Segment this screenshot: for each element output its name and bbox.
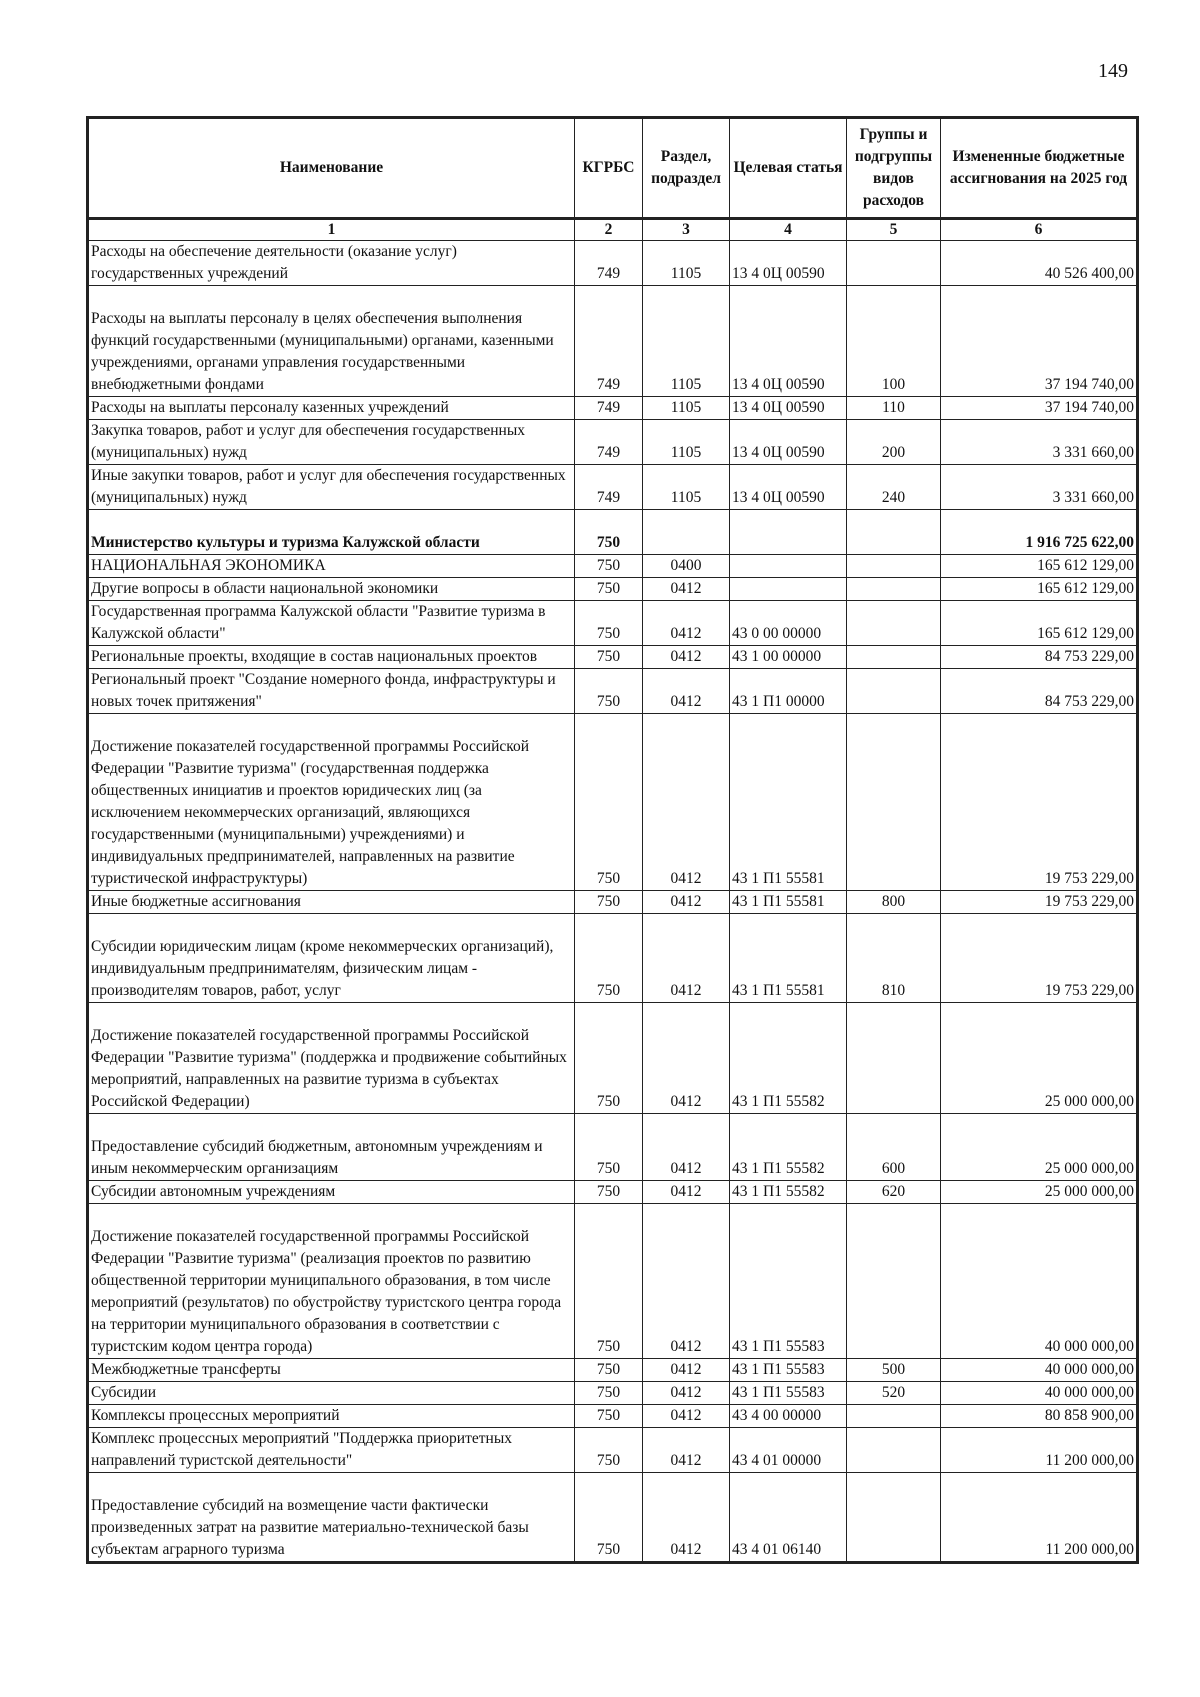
page-number: 149	[1098, 60, 1128, 82]
table-row	[88, 646, 1138, 669]
row-name: Предоставление субсидий на возмещение части фактически произведенных затрат на развитие материально-технической базы субъектам аграрного туризма	[88, 1473, 575, 1563]
row-group	[847, 601, 941, 646]
row-target: 13 4 0Ц 00590	[730, 397, 847, 420]
row-name: Другие вопросы в области национальной экономики	[88, 578, 575, 601]
row-target: 43 1 00 00000	[730, 646, 847, 669]
column-number: 1	[88, 219, 575, 241]
row-name: Комплекс процессных мероприятий "Поддержка приоритетных направлений туристской деятельности"	[88, 1428, 575, 1473]
row-section: 0412	[643, 914, 730, 1003]
row-kgrbs: 750	[575, 1181, 643, 1204]
row-target: 13 4 0Ц 00590	[730, 241, 847, 286]
table-row	[88, 397, 1138, 420]
row-amount: 40 000 000,00	[941, 1382, 1138, 1405]
row-amount: 84 753 229,00	[941, 669, 1138, 714]
row-section: 0412	[643, 646, 730, 669]
row-name: Государственная программа Калужской области "Развитие туризма в Калужской области"	[88, 601, 575, 646]
row-amount: 165 612 129,00	[941, 555, 1138, 578]
row-section: 0412	[643, 1181, 730, 1204]
row-section: 0412	[643, 1428, 730, 1473]
row-amount: 19 753 229,00	[941, 891, 1138, 914]
row-target: 43 1 П1 55581	[730, 891, 847, 914]
row-group	[847, 1428, 941, 1473]
row-amount: 37 194 740,00	[941, 397, 1138, 420]
row-kgrbs: 750	[575, 914, 643, 1003]
row-amount: 3 331 660,00	[941, 465, 1138, 510]
row-target: 43 4 01 00000	[730, 1428, 847, 1473]
column-number: 2	[575, 219, 643, 241]
row-section: 0400	[643, 555, 730, 578]
row-amount: 40 000 000,00	[941, 1359, 1138, 1382]
row-section: 0412	[643, 1405, 730, 1428]
row-kgrbs: 749	[575, 241, 643, 286]
row-section: 1105	[643, 241, 730, 286]
row-kgrbs: 750	[575, 1405, 643, 1428]
table-row	[88, 510, 1138, 555]
row-target	[730, 555, 847, 578]
row-kgrbs: 750	[575, 578, 643, 601]
row-kgrbs: 750	[575, 1114, 643, 1181]
row-kgrbs: 749	[575, 397, 643, 420]
column-number-row	[88, 219, 1138, 241]
row-kgrbs: 750	[575, 555, 643, 578]
row-group: 200	[847, 420, 941, 465]
row-group	[847, 1003, 941, 1114]
row-group: 110	[847, 397, 941, 420]
row-kgrbs: 750	[575, 646, 643, 669]
row-amount: 3 331 660,00	[941, 420, 1138, 465]
header-name: Наименование	[88, 118, 575, 219]
row-amount: 25 000 000,00	[941, 1114, 1138, 1181]
row-kgrbs: 750	[575, 714, 643, 891]
row-section: 0412	[643, 669, 730, 714]
row-name: Региональный проект "Создание номерного фонда, инфраструктуры и новых точек притяжения"	[88, 669, 575, 714]
row-name: Субсидии юридическим лицам (кроме некоммерческих организаций), индивидуальным предпринимателям, физическим лицам - производителям товаров, работ, услуг	[88, 914, 575, 1003]
column-number: 3	[643, 219, 730, 241]
row-section: 0412	[643, 1359, 730, 1382]
row-name: Расходы на выплаты персоналу в целях обеспечения выполнения функций государственными (муниципальными) органами, казенными учреждениями, органами управления государственными внебюджетными фондами	[88, 286, 575, 397]
row-section: 1105	[643, 397, 730, 420]
table-row	[88, 1359, 1138, 1382]
row-kgrbs: 749	[575, 465, 643, 510]
row-target: 43 1 П1 55583	[730, 1204, 847, 1359]
budget-table	[86, 116, 1139, 1564]
row-section: 0412	[643, 578, 730, 601]
row-amount: 165 612 129,00	[941, 578, 1138, 601]
row-target: 43 1 П1 55582	[730, 1003, 847, 1114]
row-amount: 40 526 400,00	[941, 241, 1138, 286]
row-name: НАЦИОНАЛЬНАЯ ЭКОНОМИКА	[88, 555, 575, 578]
row-target: 13 4 0Ц 00590	[730, 286, 847, 397]
row-section: 0412	[643, 1204, 730, 1359]
row-name: Расходы на выплаты персоналу казенных учреждений	[88, 397, 575, 420]
table-row	[88, 1382, 1138, 1405]
row-amount: 11 200 000,00	[941, 1473, 1138, 1563]
row-target: 43 1 П1 55581	[730, 914, 847, 1003]
row-kgrbs: 749	[575, 420, 643, 465]
table-row	[88, 1405, 1138, 1428]
row-section: 0412	[643, 714, 730, 891]
table-row	[88, 465, 1138, 510]
row-section: 0412	[643, 1003, 730, 1114]
row-kgrbs: 750	[575, 1428, 643, 1473]
table-row	[88, 1473, 1138, 1563]
row-section: 0412	[643, 601, 730, 646]
row-name: Предоставление субсидий бюджетным, автономным учреждениям и иным некоммерческим организациям	[88, 1114, 575, 1181]
row-group: 240	[847, 465, 941, 510]
row-group	[847, 1473, 941, 1563]
row-section: 0412	[643, 1382, 730, 1405]
row-name: Субсидии автономным учреждениям	[88, 1181, 575, 1204]
header-group: Группы и подгруппы видов расходов	[847, 118, 941, 219]
row-target: 43 0 00 00000	[730, 601, 847, 646]
row-group: 100	[847, 286, 941, 397]
row-group	[847, 578, 941, 601]
row-target: 13 4 0Ц 00590	[730, 420, 847, 465]
row-target: 43 4 00 00000	[730, 1405, 847, 1428]
row-kgrbs: 750	[575, 1003, 643, 1114]
row-name: Закупка товаров, работ и услуг для обеспечения государственных (муниципальных) нужд	[88, 420, 575, 465]
row-section: 0412	[643, 1114, 730, 1181]
table-row	[88, 286, 1138, 397]
row-kgrbs: 750	[575, 1473, 643, 1563]
row-amount: 40 000 000,00	[941, 1204, 1138, 1359]
row-group	[847, 1204, 941, 1359]
row-target: 43 1 П1 55581	[730, 714, 847, 891]
row-target: 13 4 0Ц 00590	[730, 465, 847, 510]
column-number: 4	[730, 219, 847, 241]
table-row	[88, 1181, 1138, 1204]
row-kgrbs: 750	[575, 510, 643, 555]
row-target: 43 1 П1 55582	[730, 1114, 847, 1181]
row-name: Министерство культуры и туризма Калужской области	[88, 510, 575, 555]
row-section: 1105	[643, 465, 730, 510]
table-row	[88, 891, 1138, 914]
row-target: 43 1 П1 00000	[730, 669, 847, 714]
row-name: Субсидии	[88, 1382, 575, 1405]
row-group	[847, 241, 941, 286]
header-target: Целевая статья	[730, 118, 847, 219]
row-kgrbs: 750	[575, 1204, 643, 1359]
header-kgrbs: КГРБС	[575, 118, 643, 219]
row-group	[847, 714, 941, 891]
row-amount: 19 753 229,00	[941, 914, 1138, 1003]
row-amount: 165 612 129,00	[941, 601, 1138, 646]
row-amount: 25 000 000,00	[941, 1181, 1138, 1204]
table-row	[88, 578, 1138, 601]
header-amount: Измененные бюджетные ассигнования на 2025 год	[941, 118, 1138, 219]
table-row	[88, 714, 1138, 891]
row-name: Достижение показателей государственной программы Российской Федерации "Развитие туризма" (поддержка и продвижение событийных мероприятий, направленных на развитие туризма в субъектах Российской Федерации)	[88, 1003, 575, 1114]
row-amount: 25 000 000,00	[941, 1003, 1138, 1114]
row-name: Достижение показателей государственной программы Российской Федерации "Развитие туризма" (реализация проектов по развитию общественной территории муниципального образования, в том числе мероприятий (результатов) по обустройству туристского центра города на территории муниципального образования в соответствии с туристским кодом центра города)	[88, 1204, 575, 1359]
row-kgrbs: 750	[575, 1359, 643, 1382]
row-name: Расходы на обеспечение деятельности (оказание услуг) государственных учреждений	[88, 241, 575, 286]
row-group: 520	[847, 1382, 941, 1405]
row-kgrbs: 750	[575, 891, 643, 914]
row-section: 0412	[643, 891, 730, 914]
row-group: 800	[847, 891, 941, 914]
row-group	[847, 646, 941, 669]
row-group	[847, 1405, 941, 1428]
row-amount: 80 858 900,00	[941, 1405, 1138, 1428]
row-section: 1105	[643, 420, 730, 465]
row-group	[847, 510, 941, 555]
header-section: Раздел, подраздел	[643, 118, 730, 219]
row-section: 0412	[643, 1473, 730, 1563]
row-group: 500	[847, 1359, 941, 1382]
row-kgrbs: 750	[575, 669, 643, 714]
table-row	[88, 669, 1138, 714]
row-target: 43 1 П1 55583	[730, 1382, 847, 1405]
row-amount: 1 916 725 622,00	[941, 510, 1138, 555]
row-group	[847, 555, 941, 578]
row-section: 1105	[643, 286, 730, 397]
row-target: 43 1 П1 55583	[730, 1359, 847, 1382]
row-group	[847, 669, 941, 714]
row-name: Региональные проекты, входящие в состав национальных проектов	[88, 646, 575, 669]
row-kgrbs: 749	[575, 286, 643, 397]
column-number: 6	[941, 219, 1138, 241]
table-row	[88, 1114, 1138, 1181]
table-row	[88, 601, 1138, 646]
row-target: 43 4 01 06140	[730, 1473, 847, 1563]
row-name: Межбюджетные трансферты	[88, 1359, 575, 1382]
table-body	[88, 241, 1138, 1563]
table-row	[88, 914, 1138, 1003]
column-number: 5	[847, 219, 941, 241]
table-row	[88, 241, 1138, 286]
row-group: 620	[847, 1181, 941, 1204]
row-group: 600	[847, 1114, 941, 1181]
row-kgrbs: 750	[575, 1382, 643, 1405]
table-row	[88, 420, 1138, 465]
row-target: 43 1 П1 55582	[730, 1181, 847, 1204]
row-amount: 11 200 000,00	[941, 1428, 1138, 1473]
row-amount: 19 753 229,00	[941, 714, 1138, 891]
row-amount: 84 753 229,00	[941, 646, 1138, 669]
row-name: Комплексы процессных мероприятий	[88, 1405, 575, 1428]
row-name: Иные бюджетные ассигнования	[88, 891, 575, 914]
table-row	[88, 1204, 1138, 1359]
row-section	[643, 510, 730, 555]
row-name: Достижение показателей государственной программы Российской Федерации "Развитие туризма" (государственная поддержка общественных инициатив и проектов юридических лиц (за исключением некоммерческих организаций, являющихся государственными (муниципальными) учреждениями) и индивидуальных предпринимателей, направленных на развитие туристической инфраструктуры)	[88, 714, 575, 891]
row-name: Иные закупки товаров, работ и услуг для обеспечения государственных (муниципальных) нужд	[88, 465, 575, 510]
header-row	[88, 118, 1138, 219]
row-group: 810	[847, 914, 941, 1003]
row-amount: 37 194 740,00	[941, 286, 1138, 397]
row-target	[730, 578, 847, 601]
row-target	[730, 510, 847, 555]
row-kgrbs: 750	[575, 601, 643, 646]
table-row	[88, 1003, 1138, 1114]
table-row	[88, 1428, 1138, 1473]
table-row	[88, 555, 1138, 578]
